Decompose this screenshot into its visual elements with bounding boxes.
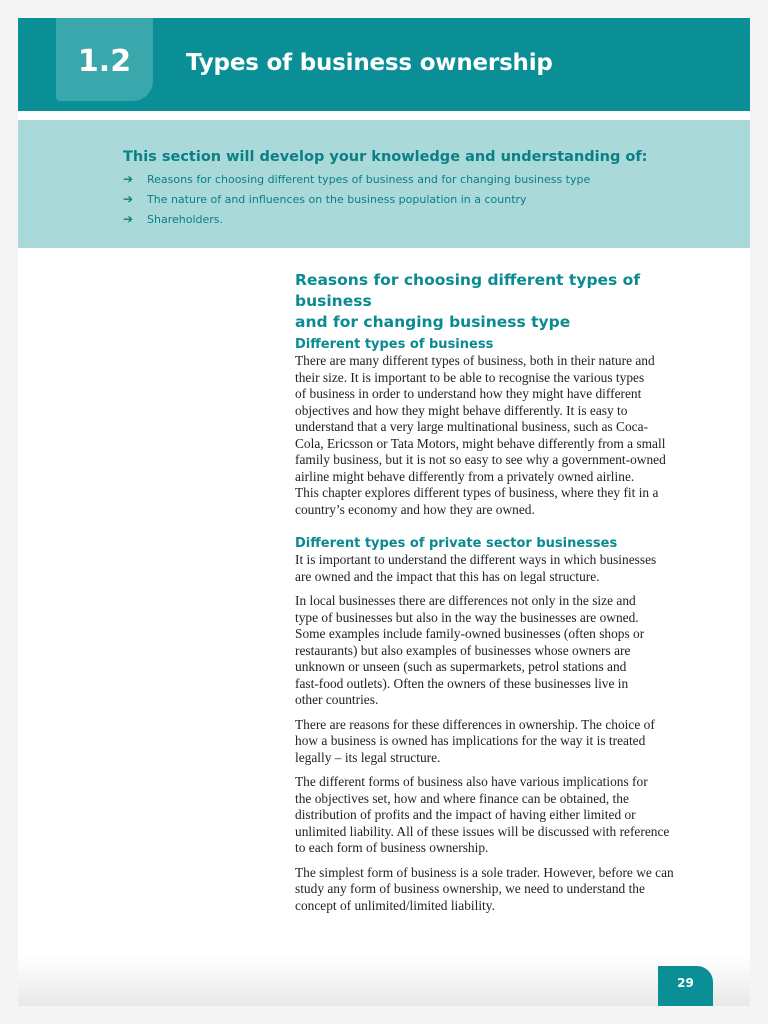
arrow-right-icon: ➔ — [123, 192, 134, 206]
subsection-heading: Different types of private sector businesses — [295, 536, 618, 551]
subsection-heading: Different types of business — [295, 337, 494, 352]
body-paragraph: There are many different types of business, both in their nature and their size. It is important to be able to recognise the various types of business in order to understand how they might have different objectives and how they might behave differently. It is easy to understand that a very large multinational business, such as Coca- Cola, Ericsson or Tata Motors, might behave differently from a small family business, but it is not so easy to see why a government-owned airline might behave differently from a privately owned airline. This chapter explores different types of business, where they fit in a country’s economy and how they are owned. — [295, 353, 666, 517]
objective-text: The nature of and influences on the business population in a country — [147, 192, 527, 206]
section-heading: Reasons for choosing different types of business and for changing business type — [295, 271, 641, 331]
objectives-heading: This section will develop your knowledge and understanding of: — [123, 149, 648, 165]
body-paragraph: There are reasons for these differences in ownership. The choice of how a business is owned has implications for the way it is treated legally – its legal structure. — [295, 716, 655, 765]
body-paragraph: The simplest form of business is a sole trader. However, before we can study any form of business ownership, we need to understand the concept of unlimited/limited liability. — [295, 864, 674, 913]
objectives-list — [123, 169, 590, 229]
objective-text: Shareholders. — [147, 212, 224, 226]
body-paragraph: It is important to understand the different ways in which businesses are owned and the impact that this has on legal structure. — [295, 552, 657, 584]
chapter-number: 1.2 — [77, 44, 132, 79]
arrow-right-icon: ➔ — [123, 172, 134, 186]
body-paragraph: The different forms of business also have various implications for the objectives set, how and where finance can be obtained, the distribution of profits and the impact of having either limited or unlimited liability. All of these issues will be discussed with reference to each form of business ownership. — [295, 774, 670, 855]
objective-item — [123, 209, 590, 229]
chapter-title: Types of business ownership — [186, 50, 553, 76]
arrow-right-icon: ➔ — [123, 212, 134, 226]
page-footer — [18, 955, 750, 1006]
main-content — [295, 270, 715, 914]
page-number: 29 — [658, 966, 713, 1006]
objective-item — [123, 189, 590, 209]
objective-item — [123, 169, 590, 189]
objective-text: Reasons for choosing different types of business and for changing business type — [147, 172, 591, 186]
body-paragraph: In local businesses there are differences not only in the size and type of businesses but also in the way the businesses are owned. Some examples include family-owned businesses (often shops or restaurants) but also examples of businesses whose owners are unknown or unseen (such as supermarkets, petrol stations and fast-food outlets). Often the owners of these businesses live in other countries. — [295, 593, 645, 707]
